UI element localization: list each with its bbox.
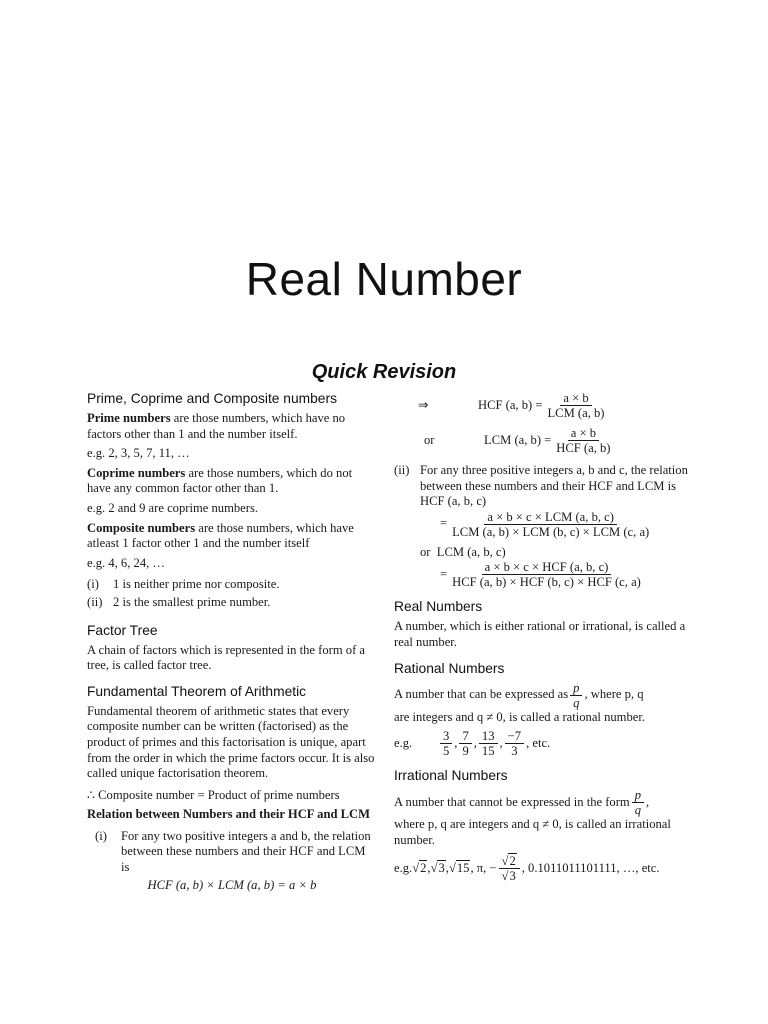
coprime-def-text: are those numbers, which do not have any common factor other than 1.	[87, 465, 353, 496]
irrational-numbers-heading: Irrational Numbers	[394, 768, 508, 784]
note-1-text: 1 is neither prime nor composite.	[113, 577, 280, 592]
real-numbers-heading: Real Numbers	[394, 599, 483, 615]
coprime-definition	[87, 466, 377, 497]
comma: ,	[499, 735, 503, 750]
right-column	[394, 391, 694, 883]
fraction-3-5	[440, 729, 452, 758]
numerator: 3	[440, 729, 452, 744]
note-2	[87, 595, 377, 611]
or-label-2: or	[420, 544, 431, 559]
sqrt2-numerator	[499, 854, 520, 869]
sqrt3-denominator	[499, 869, 520, 883]
note-2-text: 2 is the smallest prime number.	[113, 594, 271, 609]
irrational-def-start: A number that cannot be expressed in the form	[394, 794, 630, 809]
lcm-fraction	[553, 426, 613, 455]
radicand: 2	[420, 861, 427, 876]
coprime-example: e.g. 2 and 9 are coprime numbers.	[87, 500, 259, 515]
or-label-1: or	[424, 432, 435, 447]
radicand: 3	[509, 869, 516, 884]
q-symbol: q	[573, 695, 580, 710]
page-title: Real Number	[245, 253, 523, 305]
note-2-label: (ii)	[87, 594, 103, 609]
page-subtitle: Quick Revision	[311, 361, 457, 383]
rational-definition-line	[394, 681, 694, 710]
implies-symbol: ⇒	[418, 397, 429, 412]
radicand: 15	[456, 861, 470, 876]
note-1	[87, 577, 377, 593]
rational-numbers-heading: Rational Numbers	[394, 660, 505, 676]
irrational-tail: , 0.1011011101111, …, etc.	[521, 861, 660, 876]
sqrt-15	[449, 861, 471, 877]
hcf-fraction	[544, 391, 607, 420]
irrational-definition-line	[394, 788, 694, 817]
irrational-eg-label: e.g.	[394, 861, 413, 876]
composite-example: e.g. 4, 6, 24, …	[87, 555, 166, 570]
coprime-term: Coprime numbers	[87, 465, 186, 480]
sqrt-2	[412, 861, 427, 877]
radicand: 2	[509, 854, 516, 869]
comma: ,	[473, 735, 477, 750]
relation-2	[394, 463, 694, 494]
lcm-formula	[394, 426, 694, 455]
sqrt2-over-sqrt3	[499, 854, 520, 883]
lcm3-eq-sign: =	[440, 567, 448, 582]
p-symbol-2: p	[632, 788, 644, 803]
lcm3-numerator: a × b × c × HCF (a, b, c)	[482, 560, 612, 575]
lcm3-formula	[394, 560, 694, 589]
radical-sign: √	[448, 861, 456, 876]
factor-tree-section	[87, 623, 377, 674]
relation-1-text: For any two positive integers a and b, the relation between these numbers and their HCF and LCM is	[121, 828, 371, 875]
fta-heading: Fundamental Theorem of Arithmetic	[87, 683, 307, 699]
p-over-q	[570, 681, 582, 710]
radical-sign: √	[412, 861, 420, 876]
hcf3-eq-sign: =	[440, 516, 448, 531]
numerator: 7	[459, 729, 471, 744]
prime-example: e.g. 2, 3, 5, 7, 11, …	[87, 446, 190, 461]
radical-sign: √	[501, 854, 509, 869]
rational-eg-label: e.g.	[394, 735, 413, 750]
hcf-lhs: HCF (a, b) =	[478, 397, 543, 412]
factor-tree-definition: A chain of factors which is represented in the form of a tree, is called factor tree.	[87, 642, 366, 673]
lcm3-fraction	[449, 560, 644, 589]
comma: ,	[445, 861, 449, 876]
rational-def-start: A number that can be expressed as	[394, 687, 569, 702]
radical-sign: √	[430, 861, 438, 876]
fta-definition: Fundamental theorem of arithmetic states that every composite number can be written (factorised) as the product of primes and this factorisation is unique, apart from the order in which the prime factors occur. It is also called unique factorisation theorem.	[87, 703, 375, 781]
denominator: 15	[481, 744, 495, 759]
prime-def-text: are those numbers, which have no factors other than 1 and the number itself.	[87, 411, 346, 441]
prime-definition	[87, 411, 377, 442]
irrational-numbers-section	[394, 768, 694, 883]
radical-sign: √	[501, 869, 509, 884]
radicand: 3	[438, 861, 445, 876]
relation-1-label: (i)	[95, 828, 107, 843]
relation-1	[87, 829, 377, 876]
note-1-label: (i)	[87, 577, 99, 592]
denominator: 3	[511, 744, 518, 759]
q-symbol-2: q	[634, 803, 642, 818]
hcf3-denominator: LCM (a, b) × LCM (b, c) × LCM (c, a)	[452, 524, 650, 539]
lcm3-lhs: LCM (a, b, c)	[436, 544, 506, 559]
real-numbers-section	[394, 599, 694, 650]
fraction-7-9	[459, 729, 471, 758]
composite-def-text: are those numbers, which have atleast 1 factor other 1 and the number itself	[87, 520, 354, 551]
lcm-lhs: LCM (a, b) =	[484, 432, 552, 447]
relation-heading	[87, 807, 377, 823]
left-column	[87, 391, 377, 897]
lcm3-denominator: HCF (a, b) × HCF (b, c) × HCF (c, a)	[452, 575, 641, 590]
rational-def-end: are integers and q ≠ 0, is called a rational number.	[394, 709, 646, 724]
real-numbers-definition: A number, which is either rational or irrational, is called a real number.	[394, 619, 686, 649]
denominator: 5	[443, 744, 450, 759]
fraction-neg7-3	[505, 729, 524, 758]
pi-part: , π, −	[470, 861, 497, 876]
prime-heading: Prime, Coprime and Composite numbers	[87, 391, 337, 406]
composite-definition	[87, 521, 377, 552]
irrational-def-end: where p, q are integers and q ≠ 0, is called an irrational number.	[394, 817, 671, 847]
factor-tree-heading: Factor Tree	[87, 622, 158, 638]
comma: ,	[454, 735, 458, 750]
hcf-denominator: LCM (a, b)	[547, 406, 605, 420]
lcm-numerator: a × b	[568, 426, 599, 441]
hcf3-fraction	[449, 510, 652, 539]
rational-examples	[394, 729, 694, 758]
irrational-examples	[394, 854, 694, 883]
composite-term: Composite numbers	[87, 520, 196, 535]
fta-section	[87, 684, 377, 782]
relation-1-equation: HCF (a, b) × LCM (a, b) = a × b	[147, 877, 317, 892]
relation-heading-text: Relation between Numbers and their HCF and LCM	[87, 807, 371, 822]
p-over-q-2	[632, 788, 644, 817]
rational-numbers-section	[394, 661, 694, 759]
denominator: 9	[462, 744, 469, 759]
lcm-denominator: HCF (a, b)	[556, 441, 611, 455]
numerator: 13	[479, 729, 498, 744]
fraction-13-15	[479, 729, 498, 758]
hcf3-lhs: HCF (a, b, c)	[420, 494, 487, 509]
sqrt-3	[431, 861, 446, 877]
prime-term: Prime numbers	[87, 411, 171, 425]
hcf-numerator: a × b	[560, 391, 591, 406]
rational-def-mid: , where p, q	[584, 687, 644, 702]
rational-etc: , etc.	[526, 735, 551, 750]
irrational-def-comma: ,	[646, 794, 650, 809]
hcf3-formula	[394, 510, 694, 539]
p-symbol: p	[570, 681, 582, 696]
numerator: −7	[505, 729, 524, 744]
hcf3-numerator: a × b × c × LCM (a, b, c)	[484, 510, 617, 525]
relation-2-text: For any three positive integers a, b and c, the relation between these numbers and their HCF and LCM is	[420, 463, 688, 493]
composite-equation: ∴ Composite number = Product of prime numbers	[87, 787, 340, 802]
comma: ,	[427, 861, 431, 876]
hcf-formula	[394, 391, 694, 420]
relation-2-label: (ii)	[394, 463, 410, 477]
lcm3-line	[394, 545, 694, 561]
